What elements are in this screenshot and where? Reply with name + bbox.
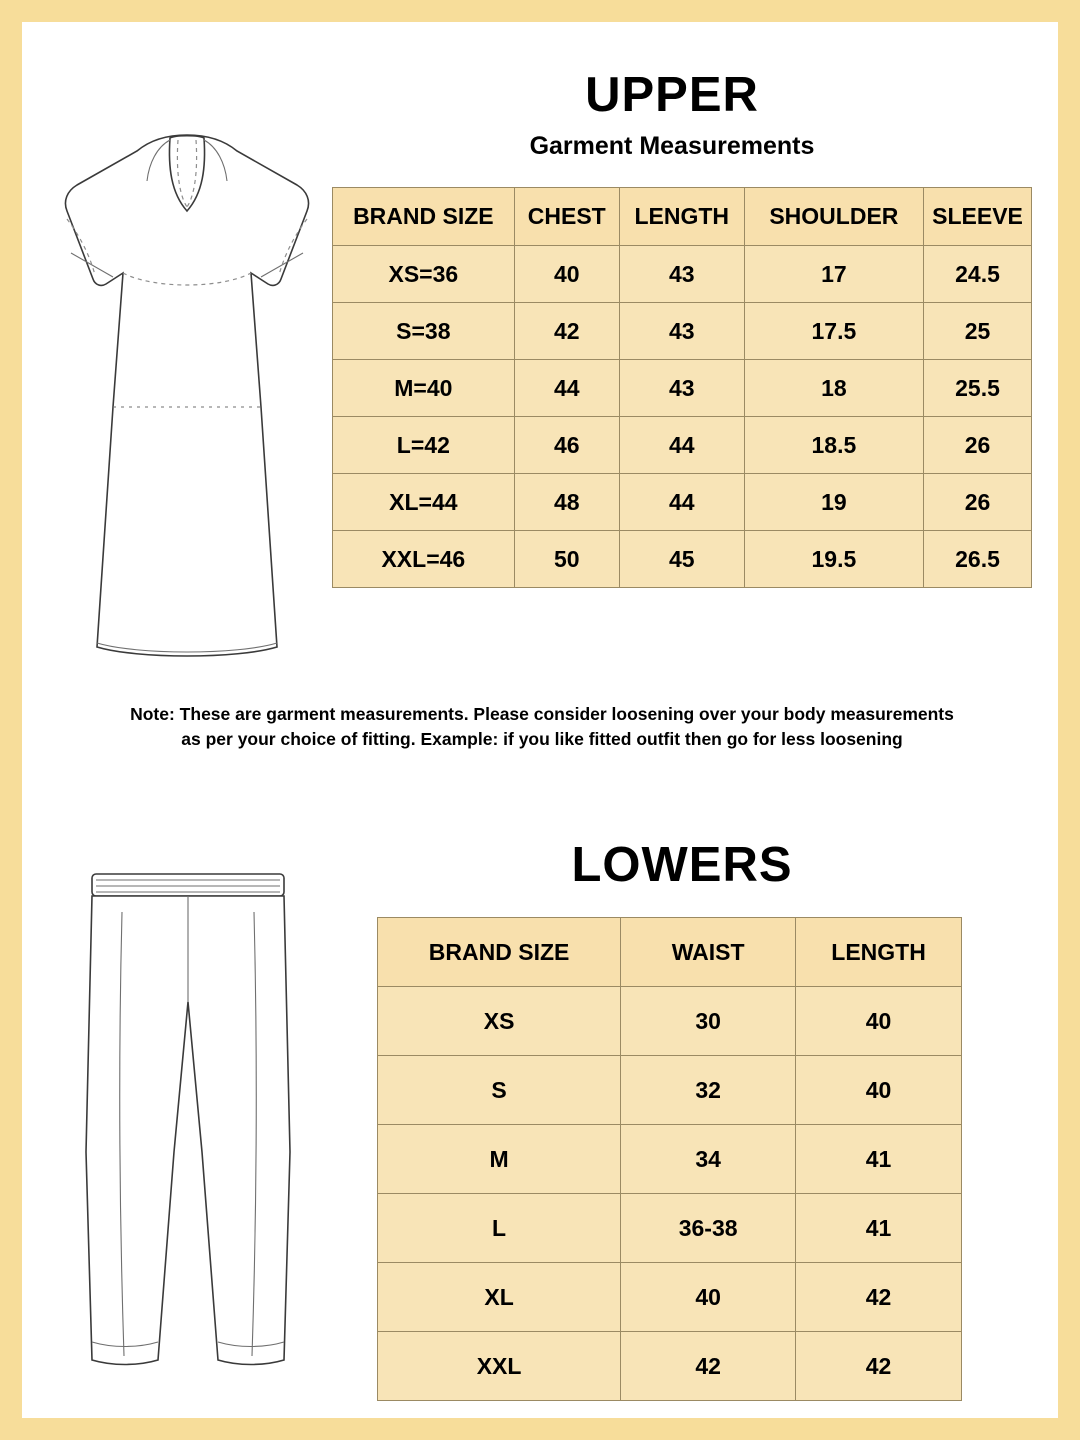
cell-brand-size: XL=44 (333, 474, 515, 531)
cell-brand-size: XXL (378, 1332, 621, 1401)
cell-length: 40 (796, 987, 962, 1056)
table-row (378, 1056, 962, 1125)
column-header-length: LENGTH (796, 918, 962, 987)
table-row (333, 531, 1032, 588)
measurement-note (82, 702, 1002, 753)
cell-shoulder: 19.5 (744, 531, 923, 588)
cell-length: 41 (796, 1194, 962, 1263)
table-row (378, 1332, 962, 1401)
cell-chest: 46 (514, 417, 619, 474)
table-row (333, 360, 1032, 417)
cell-waist: 30 (621, 987, 796, 1056)
table-row (333, 474, 1032, 531)
size-chart-page (22, 22, 1058, 1418)
cell-shoulder: 18 (744, 360, 923, 417)
cell-sleeve: 24.5 (924, 246, 1032, 303)
cell-length: 44 (619, 474, 744, 531)
cell-brand-size: L (378, 1194, 621, 1263)
cell-chest: 42 (514, 303, 619, 360)
cell-brand-size: XS (378, 987, 621, 1056)
column-header-chest: CHEST (514, 188, 619, 246)
cell-chest: 44 (514, 360, 619, 417)
table-row (378, 1194, 962, 1263)
cell-brand-size: XS=36 (333, 246, 515, 303)
pajama-illustration-icon (62, 852, 312, 1382)
cell-length: 41 (796, 1125, 962, 1194)
column-header-waist: WAIST (621, 918, 796, 987)
upper-section (22, 22, 1058, 750)
column-header-brand-size: BRAND SIZE (378, 918, 621, 987)
cell-length: 42 (796, 1332, 962, 1401)
cell-shoulder: 17.5 (744, 303, 923, 360)
cell-length: 42 (796, 1263, 962, 1332)
table-row (378, 1263, 962, 1332)
table-row (333, 417, 1032, 474)
cell-length: 44 (619, 417, 744, 474)
cell-waist: 40 (621, 1263, 796, 1332)
kurta-illustration-icon (37, 107, 337, 667)
cell-waist: 36-38 (621, 1194, 796, 1263)
cell-chest: 40 (514, 246, 619, 303)
upper-measurements-table (332, 187, 1032, 588)
cell-shoulder: 18.5 (744, 417, 923, 474)
cell-shoulder: 17 (744, 246, 923, 303)
cell-sleeve: 25.5 (924, 360, 1032, 417)
cell-sleeve: 26.5 (924, 531, 1032, 588)
column-header-length: LENGTH (619, 188, 744, 246)
cell-waist: 42 (621, 1332, 796, 1401)
column-header-sleeve: SLEEVE (924, 188, 1032, 246)
cell-chest: 48 (514, 474, 619, 531)
cell-waist: 34 (621, 1125, 796, 1194)
column-header-brand-size: BRAND SIZE (333, 188, 515, 246)
table-row (333, 246, 1032, 303)
table-header-row (333, 188, 1032, 246)
cell-brand-size: L=42 (333, 417, 515, 474)
table-row (333, 303, 1032, 360)
page-title-upper: UPPER (585, 68, 759, 122)
note-line-1: Note: These are garment measurements. Please consider loosening over your body measurements (130, 704, 954, 724)
cell-length: 40 (796, 1056, 962, 1125)
table-row (378, 987, 962, 1056)
cell-length: 43 (619, 360, 744, 417)
table-header-row (378, 918, 962, 987)
cell-brand-size: M (378, 1125, 621, 1194)
lowers-measurements-table (377, 917, 962, 1401)
cell-sleeve: 25 (924, 303, 1032, 360)
cell-waist: 32 (621, 1056, 796, 1125)
cell-shoulder: 19 (744, 474, 923, 531)
cell-sleeve: 26 (924, 417, 1032, 474)
note-line-2: as per your choice of fitting. Example: if you like fitted outfit then go for less loosening (181, 729, 903, 750)
cell-brand-size: M=40 (333, 360, 515, 417)
cell-brand-size: XXL=46 (333, 531, 515, 588)
cell-length: 43 (619, 303, 744, 360)
cell-brand-size: S (378, 1056, 621, 1125)
cell-chest: 50 (514, 531, 619, 588)
cell-length: 45 (619, 531, 744, 588)
page-title-lowers: LOWERS (571, 838, 793, 892)
cell-brand-size: S=38 (333, 303, 515, 360)
cell-brand-size: XL (378, 1263, 621, 1332)
table-row (378, 1125, 962, 1194)
upper-subtitle: Garment Measurements (529, 132, 815, 160)
column-header-shoulder: SHOULDER (744, 188, 923, 246)
cell-sleeve: 26 (924, 474, 1032, 531)
cell-length: 43 (619, 246, 744, 303)
